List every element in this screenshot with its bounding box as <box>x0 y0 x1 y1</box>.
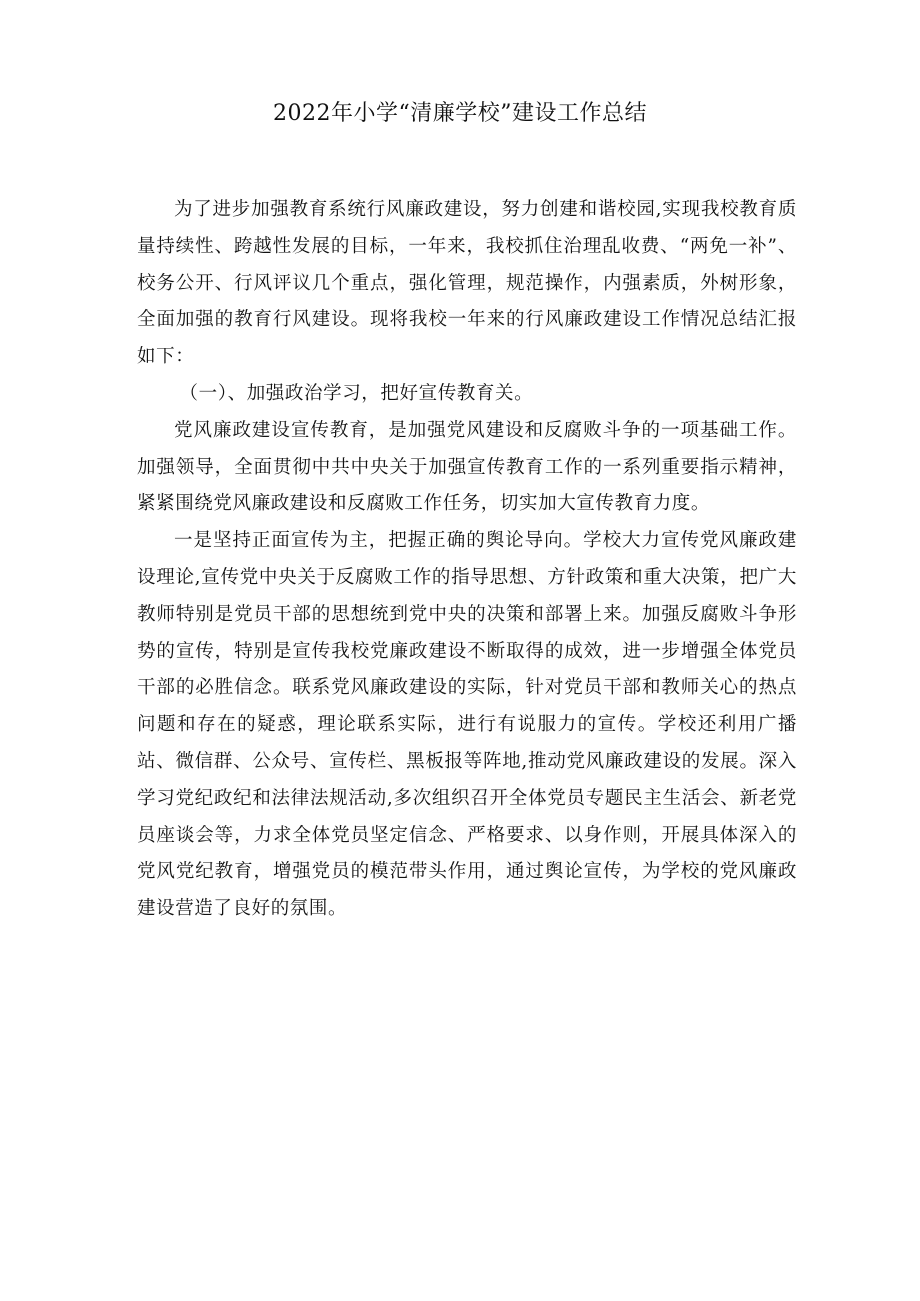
document-body <box>137 192 797 928</box>
body-paragraph: 一是坚持正面宣传为主，把握正确的舆论导向。学校大力宣传党风廉政建设理论,宣传党中央关于反腐败工作的指导思想、方针政策和重大决策，把广大教师特别是党员干部的思想统到党中央的决策和部署上来。加强反腐败斗争形势的宣传，特别是宣传我校党廉政建设不断取得的成效，进一步增强全体党员干部的必胜信念。联系党风廉政建设的实际，针对党员干部和教师关心的热点问题和存在的疑惑，理论联系实际，进行有说服力的宣传。学校还利用广播站、微信群、公众号、宣传栏、黑板报等阵地,推动党风廉政建设的发展。深入学习党纪政纪和法律法规活动,多次组织召开全体党员专题民主生活会、新老党员座谈会等，力求全体党员坚定信念、严格要求、以身作则，开展具体深入的党风党纪教育，增强党员的模范带头作用，通过舆论宣传，为学校的党风廉政建设营造了良好的氛围。 <box>137 530 797 920</box>
document-title: 2022年小学“清廉学校”建设工作总结 <box>273 101 647 126</box>
intro-paragraph: 为了进步加强教育系统行风廉政建设，努力创建和谐校园,实现我校教育质量持续性、跨越性发展的目标，一年来，我校抓住治理乱收费、“两免一补”、校务公开、行风评议几个重点，强化管理，规范操作，内强素质，外树形象，全面加强的教育行风建设。现将我校一年来的行风廉政建设工作情况总结汇报如下： <box>137 199 797 368</box>
section-heading: （一）、加强政治学习，把好宣传教育关。 <box>179 382 534 404</box>
body-paragraph: 党风廉政建设宣传教育，是加强党风建设和反腐败斗争的一项基础工作。加强领导，全面贯彻中共中央关于加强宣传教育工作的一系列重要指示精神，紧紧围绕党风廉政建设和反腐败工作任务，切实加大宣传教育力度。 <box>137 419 797 515</box>
